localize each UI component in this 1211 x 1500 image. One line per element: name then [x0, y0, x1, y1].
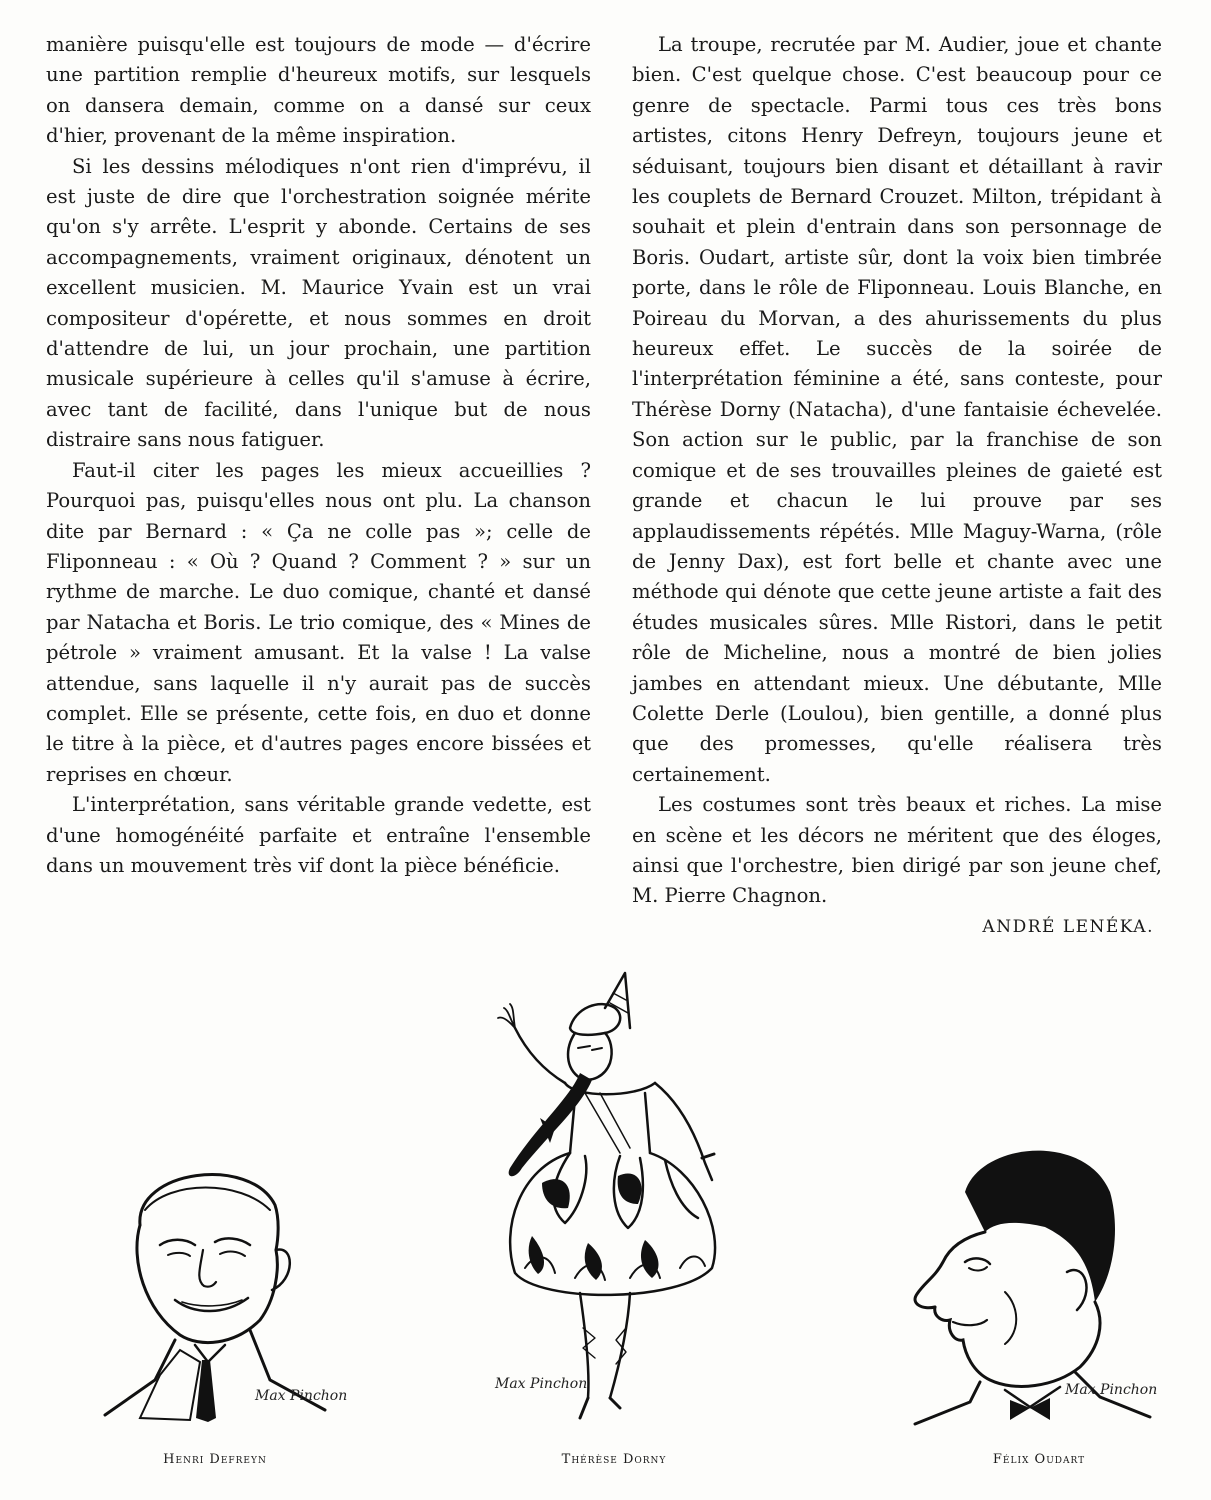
author-signature: ANDRÉ LENÉKA. — [982, 916, 1154, 937]
artist-signature: Max Pinchon — [495, 1376, 588, 1392]
right-text-column — [632, 30, 1162, 942]
caricature-felix-oudart — [895, 1132, 1158, 1427]
portrait-drawing — [100, 1150, 348, 1425]
paragraph: Si les dessins mélodiques n'ont rien d'imprévu, il est juste de dire que l'orchestration soignée mérite qu'on s'y arrête. L'esprit y abonde. Certains de ses accompagnements, vraiment originaux, dénotent un excellent musicien. M. Maurice Yvain est un vrai compositeur d'opérette, et nous sommes en droit d'attendre de lui, un jour prochain, une partition musicale supérieure à celles qu'il s'amuse à écrire, avec tant de facilité, dans l'unique but de nous distraire sans nous fatiguer. — [46, 154, 591, 452]
paragraph: L'interprétation, sans véritable grande vedette, est d'une homogénéité parfaite et entraîne l'ensemble dans un mouvement très vif dont la pièce bénéficie. — [46, 793, 591, 877]
caption-henri-defreyn: Henri Defreyn — [163, 1452, 267, 1467]
paragraph: manière puisqu'elle est toujours de mode — d'écrire une partition remplie d'heureux motifs, sur lesquels on dansera demain, comme on a dansé sur ceux d'hier, provenant de la même inspiration. — [46, 33, 591, 148]
caption-therese-dorny: Thérèse Dorny — [561, 1452, 667, 1467]
paragraph: Faut-il citer les pages les mieux accueillies ? Pourquoi pas, puisqu'elles nous ont plu. La chanson dite par Bernard : « Ça ne colle pas »; celle de Fliponneau : « Où ? Quand ? Comment ? » sur un rythme de marche. Le duo comique, chanté et dansé par Natacha et Boris. Le trio comique, des « Mines de pétrole » vraiment amusant. Et la valse ! La valse attendue, sans laquelle il n'y aurait pas de succès complet. Elle se présente, cette fois, en duo et donne le titre à la pièce, et d'autres pages encore bissées et reprises en chœur. — [46, 458, 591, 786]
left-text-column — [46, 30, 591, 881]
caption-felix-oudart: Félix Oudart — [992, 1452, 1086, 1467]
artist-signature: Max Pinchon — [1065, 1382, 1158, 1398]
full-figure-drawing — [480, 968, 740, 1428]
portrait-drawing — [895, 1132, 1158, 1427]
caricature-henri-defreyn — [100, 1150, 348, 1425]
paragraph: La troupe, recrutée par M. Audier, joue et chante bien. C'est quelque chose. C'est beaucoup pour ce genre de spectacle. Parmi tous ces très bons artistes, citons Henry Defreyn, toujours jeune et séduisant, toujours bien disant et détaillant à ravir les couplets de Bernard Crouzet. Milton, trépidant à souhait et plein d'entrain dans son personnage de Boris. Oudart, artiste sûr, dont la voix bien timbrée porte, dans le rôle de Fliponneau. Louis Blanche, en Poireau du Morvan, a des ahurissements du plus heureux effet. Le succès de la soirée de l'interprétation féminine a été, sans conteste, pour Thérèse Dorny (Natacha), d'une fantaisie échevelée. Son action sur le public, par la franchise de son comique et de ses trouvailles pleines de gaieté est grande et chacun le lui prouve par ses applaudissements répétés. Mlle Maguy-Warna, (rôle de Jenny Dax), est fort belle et chante avec une méthode qui dénote que cette jeune artiste a fait des études musicales sûres. Mlle Ristori, dans le petit rôle de Micheline, nous a montré de bien jolies jambes en attendant mieux. Une débutante, Mlle Colette Derle (Loulou), bien gentille, a donné plus que des promesses, qu'elle réalisera très certainement. — [632, 33, 1162, 786]
paragraph: Les costumes sont très beaux et riches. La mise en scène et les décors ne méritent que des éloges, ainsi que l'orchestre, bien dirigé par son jeune chef, M. Pierre Chagnon. — [632, 793, 1162, 908]
caricature-therese-dorny — [480, 968, 740, 1428]
artist-signature: Max Pinchon — [255, 1388, 348, 1404]
